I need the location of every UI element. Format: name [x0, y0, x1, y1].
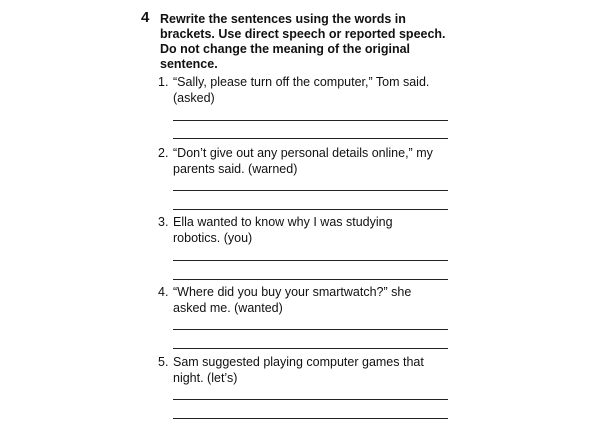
instructions-line: Do not change the meaning of the original: [160, 42, 411, 56]
item-line: Sam suggested playing computer games that: [173, 355, 424, 369]
answer-line[interactable]: [173, 190, 448, 191]
item-text: [158, 355, 458, 386]
item-line: asked me. (wanted): [173, 300, 283, 315]
item-line: (asked): [173, 90, 215, 105]
item-line: parents said. (warned): [173, 161, 298, 176]
answer-line[interactable]: [173, 418, 448, 419]
exercise-item-3: [158, 215, 458, 246]
answer-line[interactable]: [173, 279, 448, 280]
item-number: 1.: [158, 75, 169, 89]
item-text: [158, 215, 458, 246]
item-text: [158, 75, 458, 106]
answer-line[interactable]: [173, 399, 448, 400]
item-line: “Sally, please turn off the computer,” Tom said.: [173, 75, 430, 89]
item-text: [158, 285, 458, 316]
item-number: 3.: [158, 215, 169, 229]
exercise-item-4: [158, 285, 458, 316]
exercise-item-5: [158, 355, 458, 386]
item-line: “Don’t give out any personal details online,” my: [173, 146, 433, 160]
item-line: night. (let’s): [173, 370, 238, 385]
item-text: [158, 146, 458, 177]
answer-line[interactable]: [173, 120, 448, 121]
item-number: 4.: [158, 285, 169, 299]
instructions-line: brackets. Use direct speech or reported speech.: [160, 27, 446, 41]
answer-line[interactable]: [173, 138, 448, 139]
exercise-number: 4: [141, 9, 150, 26]
answer-line[interactable]: [173, 329, 448, 330]
exercise-item-2: [158, 146, 458, 177]
exercise-instructions: [160, 12, 460, 72]
item-number: 2.: [158, 146, 169, 160]
item-number: 5.: [158, 355, 169, 369]
item-line: “Where did you buy your smartwatch?” she: [173, 285, 412, 299]
answer-line[interactable]: [173, 209, 448, 210]
answer-line[interactable]: [173, 348, 448, 349]
answer-line[interactable]: [173, 260, 448, 261]
item-line: robotics. (you): [173, 230, 253, 245]
instructions-line: sentence.: [160, 57, 218, 71]
instructions-line: Rewrite the sentences using the words in: [160, 12, 406, 26]
item-line: Ella wanted to know why I was studying: [173, 215, 393, 229]
exercise-item-1: [158, 75, 458, 106]
